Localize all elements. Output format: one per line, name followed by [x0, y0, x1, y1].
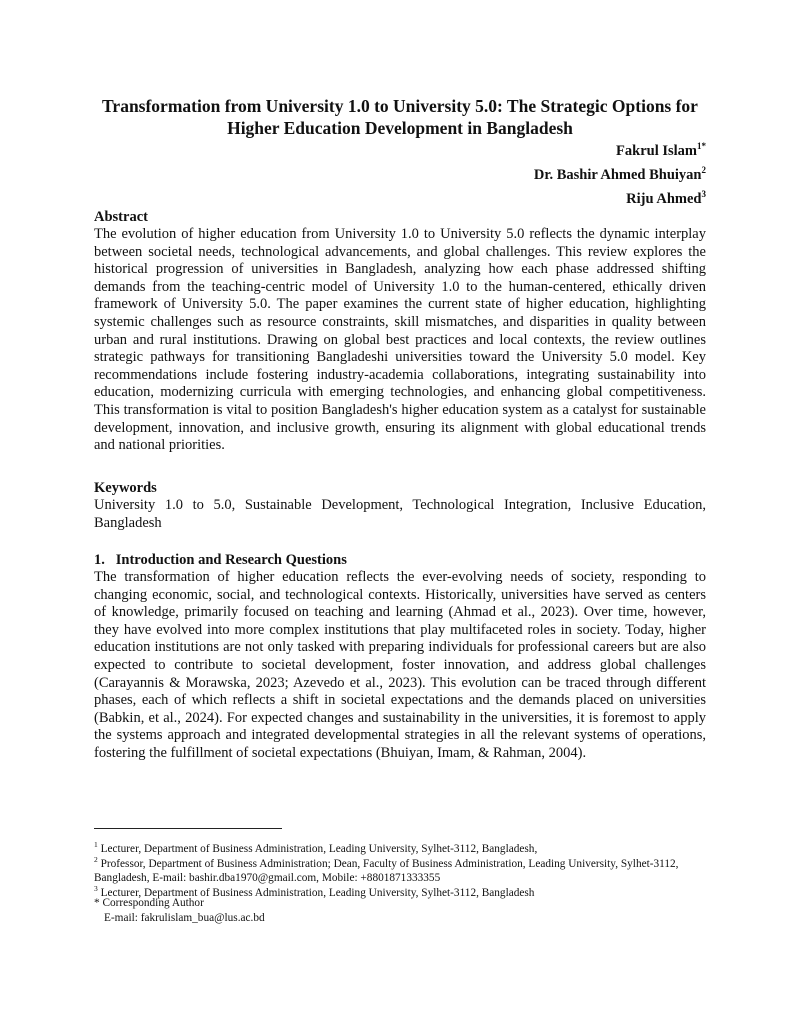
footnote-mark: 1 — [94, 840, 98, 849]
author-2 — [534, 161, 706, 185]
footnote-text: Lecturer, Department of Business Administration, Leading University, Sylhet-3112, Bangladesh, — [100, 842, 538, 855]
footnote-mark: 3 — [94, 884, 98, 893]
footnote-divider — [94, 828, 282, 829]
author-3 — [534, 185, 706, 209]
paper-title: Transformation from University 1.0 to University 5.0: The Strategic Options for Higher Education Development in Bangladesh — [102, 96, 698, 138]
section-1-heading: 1. Introduction and Research Questions — [94, 552, 347, 568]
keywords-heading: Keywords — [94, 480, 157, 496]
author-mark: 1* — [697, 141, 706, 151]
corresponding-author: * Corresponding Author — [94, 897, 204, 909]
footnote-text: Lecturer, Department of Business Administration, Leading University, Sylhet-3112, Bangladesh — [100, 886, 535, 899]
author-1 — [534, 137, 706, 161]
author-name: Fakrul Islam — [616, 142, 697, 159]
author-name: Riju Ahmed — [626, 190, 702, 207]
footnote-mark: 2 — [94, 855, 98, 864]
corresponding-email: E-mail: fakrulislam_bua@lus.ac.bd — [104, 912, 265, 924]
author-name: Dr. Bashir Ahmed Bhuiyan — [533, 166, 702, 183]
abstract-heading: Abstract — [94, 209, 148, 225]
keywords-text: University 1.0 to 5.0, Sustainable Development, Technological Integration, Inclusive Education, Bangladesh — [94, 497, 706, 531]
author-mark: 3 — [701, 188, 706, 199]
author-mark: 2 — [701, 164, 706, 175]
abstract-text: The evolution of higher education from University 1.0 to University 5.0 reflects the dynamic interplay between societal needs, technological advancements, and global challenges. This review explores the historical progression of universities in Bangladesh, analyzing how each phase addressed shifting demands from the teaching-centric model of University 1.0 to the human-centered, ethically driven framework of University 5.0. The paper examines the current state of higher education, highlighting systemic challenges such as resource constraints, skill mismatches, and disparities in quality between urban and rural institutions. Drawing on global best practices and local contexts, the review outlines strategic pathways for transitioning Bangladeshi universities toward the University 5.0 model. Key recommendations include fostering industry-academia collaborations, integrating sustainability into education, modernizing curricula with emerging technologies, and enhancing global competitiveness. This transformation is vital to position Bangladesh's higher education system as a catalyst for sustainable development, innovation, and inclusive growth, ensuring its alignment with global educational trends and national priorities. — [94, 226, 706, 454]
footnote-2 — [94, 853, 706, 885]
footnote-text: Professor, Department of Business Administration; Dean, Faculty of Business Administration, Leading University, Sylhet-3112, Bangladesh, E-mail: bashir.dba1970@gmail.com, Mobile: +8801871333355 — [94, 857, 679, 884]
section-1-text: The transformation of higher education reflects the ever-evolving needs of society, responding to changing economic, social, and technological contexts. Historically, universities have served as centers of knowledge, primarily focused on teaching and learning (Ahmad et al., 2023). Over time, however, they have evolved into more complex institutions that play multifaceted roles in society. Today, higher education institutions are not only tasked with preparing individuals for professional careers but are also expected to contribute to societal development, foster innovation, and address global challenges (Carayannis & Morawska, 2023; Azevedo et al., 2023). This evolution can be traced through different phases, each of which reflects a shift in societal expectations and the demands placed on universities (Babkin, et al., 2024). For expected changes and sustainability in the universities, it is foremost to apply the systems approach and integrated developmental strategies in all the relevant systems of operations, fostering the fulfillment of societal expectations (Bhuiyan, Imam, & Rahman, 2004). — [94, 569, 706, 761]
author-list — [534, 137, 706, 208]
